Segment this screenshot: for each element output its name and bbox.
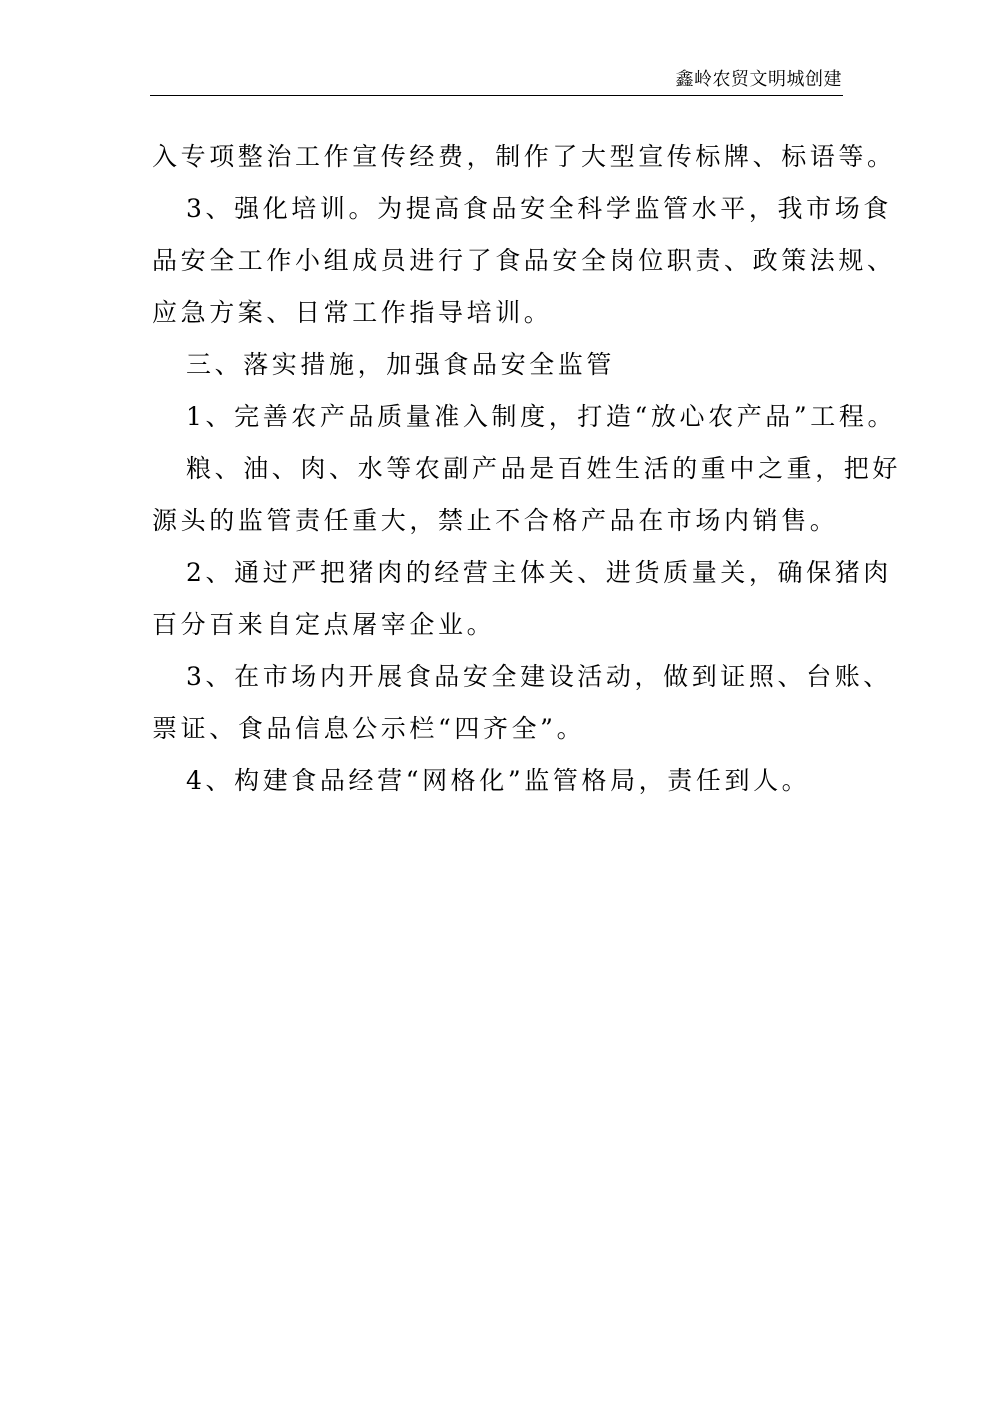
paragraph-line: 票证、食品信息公示栏“四齐全”。: [152, 714, 586, 743]
paragraph-line: 3、强化培训。为提高食品安全科学监管水平，我市场食: [186, 194, 892, 223]
paragraph-line: 粮、油、肉、水等农副产品是百姓生活的重中之重，把好: [186, 454, 902, 483]
paragraph-line: 3、在市场内开展食品安全建设活动，做到证照、台账、: [186, 662, 892, 691]
paragraph-line: 2、通过严把猪肉的经营主体关、进货质量关，确保猪肉: [186, 558, 892, 587]
paragraph-line: 品安全工作小组成员进行了食品安全岗位职责、政策法规、: [152, 246, 896, 275]
section-heading: 三、落实措施，加强食品安全监管: [186, 350, 616, 379]
paragraph-line: 4、构建食品经营“网格化”监管格局，责任到人。: [186, 766, 811, 795]
paragraph-line: 源头的监管责任重大，禁止不合格产品在市场内销售。: [152, 506, 839, 535]
paragraph-line: 百分百来自定点屠宰企业。: [152, 610, 496, 639]
header-title: 鑫岭农贸文明城创建: [675, 69, 842, 90]
paragraph-line: 1、完善农产品质量准入制度，打造“放心农产品”工程。: [186, 402, 897, 431]
paragraph-line: 应急方案、日常工作指导培训。: [152, 298, 553, 327]
paragraph-line: 入专项整治工作宣传经费，制作了大型宣传标牌、标语等。: [152, 142, 896, 171]
header-divider: [150, 95, 843, 96]
